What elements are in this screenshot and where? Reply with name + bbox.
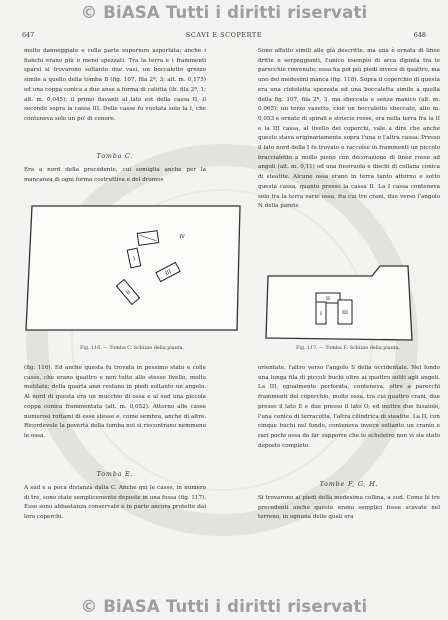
copyright-watermark-top: © BiASA Tutti i diritti riservati [80, 3, 368, 22]
figure-caption-116: Fig. 116. — Tomba C. Schizzo della pianta. [80, 346, 185, 351]
running-title: SCAVI E SCOPERTE [185, 31, 263, 39]
coffin-iii [338, 300, 352, 324]
page-number-left: 647 [22, 31, 35, 39]
coffin-label: I [132, 255, 136, 263]
figure-caption-117: Fig. 117. — Tomba E. Schizzo della pianta. [296, 346, 401, 351]
paragraph: Si trovarono ai piedi della medesima collina, a sud. Come le tre precedenti anche queste erano semplici fosse scavate nel terreno, in ognuna delle quali era [258, 495, 440, 521]
left-column-top [24, 47, 206, 125]
coffin-iv-label [179, 234, 185, 240]
coffin-iv [137, 231, 158, 246]
right-column-top [258, 47, 440, 212]
right-column-bottom [258, 364, 440, 451]
heading-tomba-c: Tomba C. [96, 152, 134, 160]
left-column-mid [24, 166, 206, 185]
paragraph: (fig. 116). Ed anche questa fu trovata in pessimo stato e colle casse, che erano quattro e non tutte allo stesso livello, molto mutilate; della quarta anzi restano in piedi soltanto un angolo. Al nord di questa era un mucchio di ossa e al sud una piccola coppa conica frammentata (alt. m. 0,052). Attorno alle casse numerosi rottami di esse stesse e, come sembra, anche di altre. Ricordevole la povertà della tomba noi si riscontrano nemmeno le ossa. [24, 365, 206, 439]
paragraph: molto danneggiate e colla parte superiore asportata; anche i fianchi erano più o meno spezzati. Tra la terra e i frammenti sparsi si trovarono soltanto due vasi, un boccaletto grezzo simile a quello della tomba B (fig. 107, fila 2ª, 3; alt. m. 0,175) ed una coppa conica a due anse a forma di calotta (ib. fila 2ª, 1; alt. m. 0,045); il primo davanti al lato est della cassa II, il secondo sopra la cassa III. Delle casse fu vuotata solo la I, che conteneva solo un po' di cenere. [24, 48, 206, 122]
coffin-label: II [125, 289, 133, 297]
plan-tomba-c [22, 196, 250, 342]
paragraph: orientate, l'altro verso l'angolo S della occidentale. Nel fondo una lunga fila di piccoli buchi oltre ai quattro soliti agli angoli. La III, egualmente perforata, conteneva, oltre a parecchi frammenti del coperchio, molte ossa, tra cui quattro crani, due presso il lato E e due presso il lato O, ed inoltre due fusaiole, l'una conica di terracotta, l'altra cilindrica di steatite. La II, con cinque buchi nel fondo, conteneva invece soltanto un cranio e rari pochi ossa da far supporre che lo scheletro non vi sia stato deposto completo. [258, 365, 440, 449]
coffin-label: III [342, 310, 348, 316]
paragraph: Era a nord della precedente, cui somiglia anche per la mancanza di ogni forma costruttiva e del dromos [24, 167, 206, 183]
heading-tomba-e: Tomba E. [96, 470, 134, 478]
paragraph: A sud e a poca distanza dalla C. Anche qui le casse, in numero di tre, sono state semplicemente deposte in una fossa (fig. 117). Esse sono abbastanza conservate e in parte ancora protette dai loro coperchi. [24, 485, 206, 521]
coffin-label: I [320, 311, 322, 317]
left-column-bottom-2 [24, 484, 206, 523]
right-column-bottom-2 [258, 494, 440, 523]
left-column-bottom [24, 364, 206, 442]
heading-tombe-fgh: Tombe F, G, H. [319, 480, 379, 488]
coffin-i [316, 302, 326, 324]
running-header [22, 31, 426, 41]
coffin-label: IV [179, 234, 185, 240]
page-number-right: 648 [413, 31, 426, 39]
copyright-watermark-bottom: © BiASA Tutti i diritti riservati [80, 597, 368, 616]
plan-tomba-e [262, 258, 426, 344]
coffin-label: II [326, 296, 330, 302]
paragraph: Sono affatto simili alle già descritte, ma una è ornata di linee dritte e serpeggianti, l'unico esempio di arca dipinta tra le parecchie rinvenute; essa ha poi più piedi invece di quattro, ma uno dei medesimi manca (fig. 118). Sopra il coperchio di questa era una ciotoletta spezzata ed una boccaletta simile a quella della fig. 107, fila 2ª, 3, ma sbeccata e senza manico (alt. m. 0,065); un terzo vasetto, cioè un boccaletto sbeccato, alto m. 0,053 e ornato di spirali e striscie rosse, era nella terra fra la II e la III cassa, al livello dei coperchi, vale a dire che anche questo stava originariamente sopra l'una o l'altra cassa. Presso il lato nord della I fu trovato e raccolse in frammenti un piccolo braccialetto a mollo pieno con decorazione di linee rosse ad angoli (alt. m. 0,11) ed una fuseruola e dischi di collana conica di steatite. Alcune ossa erano in terra tanto attorno e sotto questa cassa, quanto presso la cassa II. La I cassa conteneva solo fra la terra varie ossa, fra cui tre crani, due verso l'angolo N della parete [258, 48, 440, 210]
coffin-label: III [164, 268, 173, 277]
